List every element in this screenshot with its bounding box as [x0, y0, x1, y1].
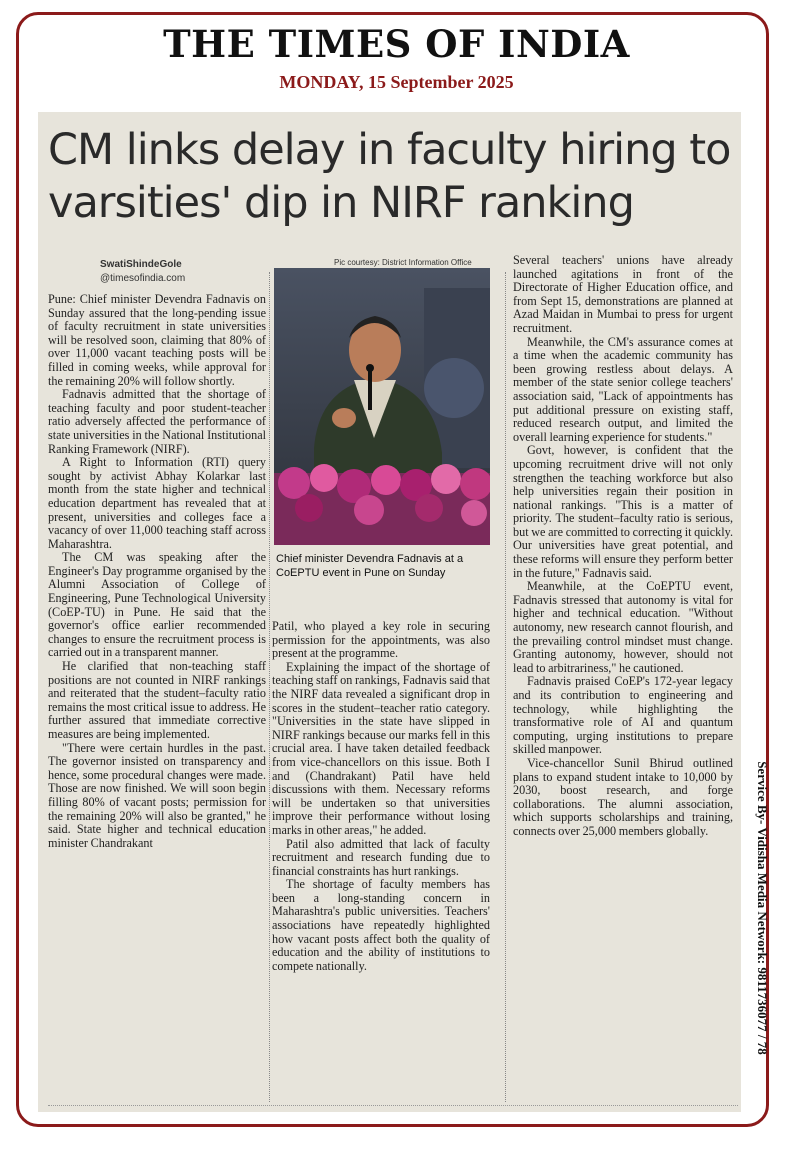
- photo-credit: Pic courtesy: District Information Office: [334, 258, 472, 267]
- article-column-3: [513, 254, 733, 1104]
- photo: [274, 268, 490, 545]
- paragraph: "There were certain hurdles in the past. The governor insisted on transparency and hence, some procedural changes were made. Those are now finished. We will soon begin filling 80% of vacant posts; permission for the remaining 20% will also be granted," he said. State higher and technical education minister Chandrakant: [48, 740, 266, 850]
- paragraph: Meanwhile, the CM's assurance comes at a time when the academic community has been growing restless about delays. A member of the state senior college teachers' association said, "Lack of appointments has put additional pressure on existing staff, reduced research output, and limited the overall learning experience for students.": [513, 334, 733, 444]
- photo-illustration: [274, 268, 490, 545]
- paragraph: Patil also admitted that lack of faculty recruitment and research funding due to financial constraints has hurt rankings.: [272, 836, 490, 878]
- paragraph: The shortage of faculty members has been a long-standing concern in Maharashtra's public universities. Teachers' associations have repeatedly highlighted how vacant posts affect both the quality of education and the ability of institutions to compete nationally.: [272, 877, 490, 973]
- paragraph: Patil, who played a key role in securing permission for the appointments, was also present at the programme.: [272, 619, 490, 661]
- byline: [100, 258, 185, 286]
- paragraph: Fadnavis admitted that the shortage of teaching faculty and poor student-teacher ratio adversely affected the performance of state universities in the National Institutional Ranking Framework (NIRF).: [48, 387, 266, 456]
- headline: CM links delay in faculty hiring to varsities' dip in NIRF ranking: [48, 125, 731, 228]
- photo-caption: Chief minister Devendra Fadnavis at a CoEPTU event in Pune on Sunday: [276, 553, 464, 579]
- paragraph: He clarified that non-teaching staff positions are not counted in NIRF rankings and reiterated that the student–faculty ratio remains the most critical issue to address. He further assured that immediate corrective measures are being implemented.: [48, 659, 266, 741]
- bottom-rule: [48, 1105, 738, 1106]
- masthead: THE TIMES OF INDIA: [163, 22, 630, 66]
- news-clipping: [38, 112, 741, 1112]
- paragraph: Vice-chancellor Sunil Bhirud outlined plans to expand student intake to 10,000 by 2030, boost research, and forge collaborations. The alumni association, which supports scholarships and training, connects over 25,000 members globally.: [513, 755, 733, 838]
- paragraph: Fadnavis praised CoEP's 172-year legacy and its contribution to engineering and technology, while highlighting the transformative role of AI and quantum computing, urging institutions to prepare skilled manpower.: [513, 674, 733, 757]
- article-column-2: [272, 620, 490, 1100]
- paragraph: A Right to Information (RTI) query sought by activist Abhay Kolarkar last month from the state higher and technical education department has revealed that at present, universities and colleges face a vacancy of over 11,000 teaching staff across Maharashtra.: [48, 455, 266, 551]
- service-note-text: Service By- Vidisha Media Network: 9811736077 / 78: [755, 761, 770, 1055]
- paragraph: Meanwhile, at the CoEPTU event, Fadnavis stressed that autonomy is vital for higher and technical education. "Without autonomy, new research cannot flourish, and the prevailing control mindset must change. Granting autonomy, however, should not lead to arbitrariness," he cautioned.: [513, 579, 733, 675]
- paragraph: Explaining the impact of the shortage of teaching staff on rankings, Fadnavis said that the NIRF data revealed a significant drop in scores in the student–teacher ratio category. "Universities in the state have slipped in NIRF rankings because our marks fell in this crucial area. I have taken detailed feedback from vice-chancellors on this issue. Both I and (Chandrakant) Patil have held discussions with them. Necessary reforms will be undertaken so that universities improve their performance without losing marks in other areas," he added.: [272, 659, 490, 837]
- paragraph: Govt, however, is confident that the upcoming recruitment drive will not only strengthen the teaching workforce but also help universities regain their position in national rankings. "This is a matter of priority. The student–faculty ratio is serious, but we are committed to correcting it quickly. Our universities have great potential, and these reforms will ensure they perform better in the future," Fadnavis said.: [513, 443, 733, 580]
- service-note: [752, 700, 772, 1120]
- paragraph: The CM was speaking after the Engineer's Day programme organised by the Alumni Association of College of Engineering, Pune Technological University (CoEP-TU) in Pune. He said that the governor's office earlier recommended changes to ensure the recruitment process is carried out in a transparent manner.: [48, 550, 266, 660]
- dateline: MONDAY, 15 September 2025: [279, 72, 514, 92]
- column-rule: [269, 272, 270, 1102]
- byline-author: SwatiShindeGole: [100, 259, 182, 270]
- paragraph: Pune: Chief minister Devendra Fadnavis on Sunday assured that the long-pending issue of faculty recruitment in state universities will be resolved soon, claiming that 80% of over 11,000 vacant teaching posts will be filled in coming weeks, while approval for the remaining 20% will follow shortly.: [48, 292, 266, 388]
- paragraph: Several teachers' unions have already launched agitations in front of the Directorate of Higher Education office, and from Sept 15, demonstrations are planned at Azad Maidan in Mumbai to press for urgent recruitment.: [513, 253, 733, 335]
- column-rule: [505, 272, 506, 1102]
- article-column-1: [48, 293, 266, 1103]
- byline-handle: @timesofindia.com: [100, 273, 186, 284]
